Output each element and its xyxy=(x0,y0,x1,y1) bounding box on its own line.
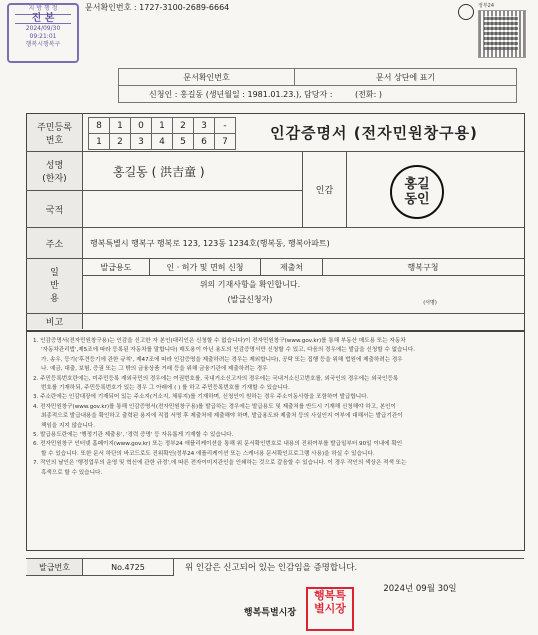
issue-date: 2024년 09월 30일 xyxy=(383,584,457,594)
address-value: 행복특별시 행복구 행복로 123, 123동 1234호(행복동, 행복아파트) xyxy=(90,238,330,248)
certify-statement: 위 인감은 신고되어 있는 인감임을 증명합니다. xyxy=(185,563,358,573)
name-label: 성명 (한자) xyxy=(27,152,82,190)
notice-line: 1. 인감증명서(전자민원창구용)는 인감을 신고한 자 본인(대리인은 신청할 수 없습니다)이 전자민원창구(www.gov.kr)를 통해 부동산 매도용 또는 자동차 xyxy=(33,338,406,344)
rrn-digit: 1 xyxy=(89,134,110,150)
official-seal-text: 행복특 별시장 xyxy=(314,589,346,615)
confirm-text: 위의 기재사항을 확인합니다. xyxy=(199,279,301,289)
header-table xyxy=(118,68,517,103)
issue-label: 발급번호 xyxy=(27,559,82,575)
qr-label: 정부24 xyxy=(478,3,495,9)
government-emblem-icon xyxy=(458,4,474,20)
doc-top-label: 문서 상단에 표기 xyxy=(295,69,517,86)
official-seal xyxy=(306,587,354,631)
nationality-label: 국적 xyxy=(27,191,82,227)
stamp-line5: 행복시행복구 xyxy=(25,41,61,48)
rrn-digit: 0 xyxy=(131,118,152,134)
personal-seal xyxy=(390,165,444,219)
original-stamp xyxy=(7,3,79,63)
notice-line: 2. 주민등록번호란에는, 미주민등록 재외국민의 경우에는 여권번호를, 국내거소신고자의 경우에는 국내거소신고번호를, 외국인의 경우에는 외국인등록 xyxy=(33,375,399,382)
doc-check-label: 문서확인번호 xyxy=(119,69,295,86)
notice-line: 6. 전자민원창구 인터넷 홈페이지(www.gov.kr) 또는 정부24 애플리케이션을 통해 위 문서확인번호로 내용의 진위여부를 발급일부터 90일 이내에 확인 xyxy=(33,441,403,448)
notice-line: 7. 작인의 날인은 '행정업무의 운영 및 혁신에 관한 규정',에 따른 전자이미지관인을 인쇄하는 것으로 갈음할 수 있습니다. 이 경우 작인의 색상은 적색 또는 xyxy=(33,460,407,467)
notice-line: 3. 주소란에는 인감대장에 기재되어 있는 주소지(거소지, 체류지)를 기재하며, 신청인이 원하는 경우 주소이동사항을 포함하여 발급합니다. xyxy=(33,394,369,401)
notice-line: 가. 송우, 등기('후견등기에 관한 규칙', 제47조에 따라 인감증명을 제출하려는 경우는 제외합니다), 공탁 또는 집행 등을 위해 법원에 제출하려는 경우 xyxy=(41,356,403,363)
applicant-line: 신청인 : 홍길동 (생년월일 : 1981.01.23.), 담당자 : xyxy=(149,89,333,99)
submit-value: 행복구청 xyxy=(407,262,439,272)
use-value: 인 · 허가 및 면허 신청 xyxy=(166,262,244,272)
notice-line: 할 수 있습니다. 또한 문서 하단의 바코드로도 진위확인(정부24 애플리케이션 또는 스캐너용 문서확인프로그램 사용)을 하실 수 있습니다. xyxy=(41,450,375,457)
seal-label: 인감 xyxy=(315,186,334,196)
stamp-line2: 진 본 xyxy=(15,14,71,24)
rrn-grid xyxy=(88,117,236,150)
rrn-digit: 6 xyxy=(194,134,215,150)
rrn-digit: 5 xyxy=(173,134,194,150)
submit-label: 제출처 xyxy=(279,262,304,272)
notice-line: 책임을 지지 않습니다. xyxy=(41,422,95,429)
notice-line: 최종적으로 발급내용을 확인하고 출력된 용지에 직접 서명 후 제출처에 제출해야 하며, 발급용도와 제출처 등의 사실인지 여부에 대해서는 발급기관이 xyxy=(41,413,403,420)
sign-text: (서명) xyxy=(423,299,437,306)
general-label: 일 반 용 xyxy=(27,259,82,313)
notice-list xyxy=(33,337,523,478)
rrn-digit: 8 xyxy=(89,118,110,134)
notice-line: 번호를 기재하되, 주민등록번호가 있는 경우 그 아래에 ( ) 를 하고 주민등록번호를 기재할 수 있습니다. xyxy=(41,385,290,392)
notice-line: 5. 발급용도란에는 '행정기관 제출용', '경력 증명' 등 자유롭게 기재할 수 있습니다. xyxy=(33,432,234,439)
rrn-digit: 7 xyxy=(215,134,236,150)
doc-check-number: 문서확인번호 : 1727-3100-2689-6664 xyxy=(85,3,230,12)
applicant-text: (발급신청자) xyxy=(227,294,273,304)
notice-line: 나. 예금, 대출, 보험, 증권 또는 그 밖의 금융상품 거래 등을 위해 금융기관에 제출하려는 경우 xyxy=(41,366,268,373)
stamp-line3: 2024/09/30 xyxy=(25,25,61,32)
barcode-icon xyxy=(484,16,518,50)
notice-line: '자동차관리법',제5조에 따라 등록된 자동차를 말합니다) 매도용이 아닌 용도의 인감증명서만 신청할 수 있고, 다음의 경우에는 발급을 신청할 수 없습니다. xyxy=(41,347,415,354)
rrn-digit: 1 xyxy=(110,118,131,134)
rrn-digit: - xyxy=(215,118,236,134)
rrn-digit: 2 xyxy=(173,118,194,134)
rrn-digit: 3 xyxy=(194,118,215,134)
rrn-digit: 4 xyxy=(152,134,173,150)
issue-value: No.4725 xyxy=(111,562,145,572)
phone-label: (전화: ) xyxy=(355,89,382,99)
page-title: 인감증명서 (전자민원창구용) xyxy=(270,124,478,142)
rrn-label: 주민등록 번호 xyxy=(27,114,82,151)
use-label: 발급용도 xyxy=(100,262,132,272)
stamp-line4: 09:21:01 xyxy=(29,33,57,40)
mayor-name: 행복특별시장 xyxy=(243,607,297,618)
name-value: 홍길동 ( 洪吉童 ) xyxy=(113,164,205,179)
remarks-label: 비고 xyxy=(27,314,82,329)
notice-line: 4. 전자민원창구(www.gov.kr)를 통해 인감증명서(전자민원창구용)를 발급하는 경우에는 발급용도 및 제출처를 반드시 기재해 신청해야 하고, 본인이 xyxy=(33,403,396,410)
address-label: 주소 xyxy=(27,228,82,258)
rrn-digit: 3 xyxy=(131,134,152,150)
stamp-line1: 지 방 행 정 xyxy=(28,5,58,12)
rrn-digit: 2 xyxy=(110,134,131,150)
rrn-digit: 1 xyxy=(152,118,173,134)
notice-line: 흑색으로 할 수 있습니다. xyxy=(41,469,103,476)
seal-text: 홍길 동인 xyxy=(404,177,430,207)
